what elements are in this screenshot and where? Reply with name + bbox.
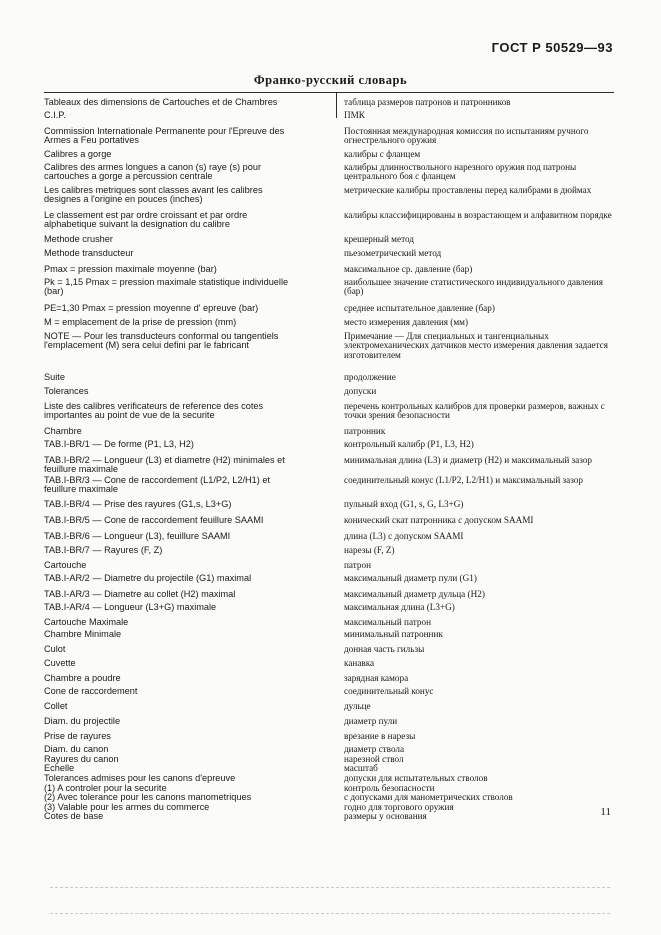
russian-term: донная часть гильзы bbox=[344, 644, 425, 654]
dictionary-row bbox=[44, 440, 624, 449]
french-term: Cuvette bbox=[44, 658, 76, 668]
russian-term: перечень контрольных калибров для проверки размеров, важных с точки зрения безопасности bbox=[344, 401, 605, 421]
russian-term: максимальный патрон bbox=[344, 617, 432, 627]
dictionary-row bbox=[44, 235, 624, 244]
russian-term: контроль безопасности bbox=[344, 783, 435, 793]
russian-term: Примечание — Для специальных и тангенциальных электромеханических датчиков место измерения давления задается изготовителем bbox=[344, 331, 608, 360]
page-number: 11 bbox=[600, 806, 611, 818]
scan-line bbox=[50, 913, 610, 914]
dictionary-row bbox=[44, 150, 624, 159]
french-term: Tolerances admises pour les canons d'epreuve bbox=[44, 773, 236, 783]
dictionary-row bbox=[44, 755, 624, 764]
russian-term: калибры классифицированы в возрастающем и алфавитном порядке bbox=[344, 210, 612, 220]
french-term: TAB.I-BR/5 — Cone de raccordement feuillure SAAMI bbox=[44, 515, 264, 525]
dictionary-row bbox=[44, 516, 624, 525]
russian-term: нарезной ствол bbox=[344, 754, 404, 764]
russian-term: канавка bbox=[344, 658, 375, 668]
russian-term: патронник bbox=[344, 426, 386, 436]
french-term: Chambre a poudre bbox=[44, 673, 121, 683]
french-term: Diam. du canon bbox=[44, 744, 109, 754]
dictionary-row bbox=[44, 304, 624, 313]
french-term: TAB.I-BR/4 — Prise des rayures (G1,s, L3+G) bbox=[44, 499, 232, 509]
dictionary-row bbox=[44, 717, 624, 726]
russian-term: ПМК bbox=[344, 110, 365, 120]
russian-term: метрические калибры проставлены перед калибрами в дюймах bbox=[344, 185, 592, 195]
dictionary-row bbox=[44, 387, 624, 396]
dictionary-row bbox=[44, 98, 624, 107]
dictionary-row bbox=[44, 603, 624, 612]
russian-term: диаметр пули bbox=[344, 716, 398, 726]
french-term: Chambre Minimale bbox=[44, 629, 122, 639]
russian-term: Постоянная международная комиссия по испытаниям ручного огнестрельного оружия bbox=[344, 126, 589, 146]
dictionary-row bbox=[44, 476, 624, 495]
dictionary-row bbox=[44, 427, 624, 436]
russian-term: пьезометрический метод bbox=[344, 248, 442, 258]
french-term: Suite bbox=[44, 372, 65, 382]
russian-term: минимальный патронник bbox=[344, 629, 443, 639]
russian-term: годно для торгового оружия bbox=[344, 802, 454, 812]
french-term: TAB.I-AR/3 — Diametre au collet (H2) maximal bbox=[44, 589, 236, 599]
french-term: Cotes de base bbox=[44, 811, 104, 821]
russian-term: врезание в нарезы bbox=[344, 731, 416, 741]
french-term: Culot bbox=[44, 644, 66, 654]
russian-term: продолжение bbox=[344, 372, 396, 382]
french-term: Cone de raccordement bbox=[44, 686, 138, 696]
russian-term: максимальная длина (L3+G) bbox=[344, 602, 455, 612]
russian-term: минимальная длина (L3) и диаметр (H2) и максимальный зазор bbox=[344, 455, 593, 465]
dictionary-row bbox=[44, 163, 624, 182]
french-term: (3) Valable pour les armes du commerce bbox=[44, 802, 210, 812]
russian-term: максимальное ср. давление (бар) bbox=[344, 264, 473, 274]
russian-term: таблица размеров патронов и патронников bbox=[344, 97, 511, 107]
french-term: TAB.I-BR/7 — Rayures (F, Z) bbox=[44, 545, 163, 555]
russian-term: допуски bbox=[344, 386, 377, 396]
russian-term: соединительный конус bbox=[344, 686, 434, 696]
dictionary-row bbox=[44, 546, 624, 555]
header-rule bbox=[44, 92, 614, 93]
dictionary-row bbox=[44, 687, 624, 696]
dictionary-row bbox=[44, 127, 624, 146]
dictionary-row bbox=[44, 732, 624, 741]
russian-term: допуски для испытательных стволов bbox=[344, 773, 488, 783]
dictionary-row bbox=[44, 456, 624, 475]
dictionary-row bbox=[44, 630, 624, 639]
french-term: Commission Internationale Permanente pour l'Epreuve des Armes a Feu portatives bbox=[44, 126, 285, 146]
french-term: Diam. du projectile bbox=[44, 716, 121, 726]
dictionary-row bbox=[44, 561, 624, 570]
dictionary-row bbox=[44, 373, 624, 382]
russian-term: контрольный калибр (P1, L3, H2) bbox=[344, 439, 474, 449]
dictionary-row bbox=[44, 590, 624, 599]
french-term: TAB.I-AR/4 — Longueur (L3+G) maximale bbox=[44, 602, 217, 612]
russian-term: место измерения давления (мм) bbox=[344, 317, 469, 327]
russian-term: крешерный метод bbox=[344, 234, 414, 244]
scan-line bbox=[50, 887, 610, 888]
dictionary-row bbox=[44, 249, 624, 258]
dictionary-row bbox=[44, 332, 624, 360]
french-term: Les calibres metriques sont classes avant les calibres designes a l'origine en pouces (inches) bbox=[44, 185, 263, 205]
standard-number: ГОСТ Р 50529—93 bbox=[491, 40, 613, 55]
french-term: NOTE — Pour les transducteurs conformal ou tangentiels l'emplacement (M) sera celui defini par le fabricant bbox=[44, 331, 279, 351]
dictionary-row bbox=[44, 265, 624, 274]
french-term: Tolerances bbox=[44, 386, 89, 396]
russian-term: длина (L3) с допуском SAAMI bbox=[344, 531, 464, 541]
french-term: TAB.I-BR/1 — De forme (P1, L3, H2) bbox=[44, 439, 194, 449]
russian-term: патрон bbox=[344, 560, 371, 570]
russian-term: дульце bbox=[344, 701, 371, 711]
french-term: Liste des calibres verificateurs de reference des cotes importantes au point de vue de la securite bbox=[44, 401, 264, 421]
french-term: (2) Avec tolerance pour les canons manometriques bbox=[44, 792, 252, 802]
russian-term: размеры у основания bbox=[344, 811, 427, 821]
french-term: TAB.I-BR/3 — Cone de raccordement (L1/P2, L2/H1) et feuillure maximale bbox=[44, 475, 271, 495]
french-term: Pmax = pression maximale moyenne (bar) bbox=[44, 264, 217, 274]
french-term: TAB.I-BR/6 — Longueur (L3), feuillure SAAMI bbox=[44, 531, 231, 541]
russian-term: пульный вход (G1, s, G, L3+G) bbox=[344, 499, 464, 509]
dictionary-row bbox=[44, 211, 624, 230]
russian-term: максимальный диаметр дульца (H2) bbox=[344, 589, 485, 599]
dictionary-row bbox=[44, 574, 624, 583]
french-term: Methode transducteur bbox=[44, 248, 134, 258]
russian-term: максимальный диаметр пули (G1) bbox=[344, 573, 477, 583]
dictionary-row bbox=[44, 532, 624, 541]
dictionary-row bbox=[44, 618, 624, 627]
dictionary-row bbox=[44, 186, 624, 205]
dictionary-row bbox=[44, 774, 624, 783]
french-term: Cartouche bbox=[44, 560, 87, 570]
russian-term: калибры длинноствольного нарезного оружия под патроны центрального боя с фланцем bbox=[344, 162, 577, 182]
french-term: Rayures du canon bbox=[44, 754, 119, 764]
dictionary-row bbox=[44, 812, 624, 821]
dictionary-row bbox=[44, 318, 624, 327]
russian-term: масштаб bbox=[344, 763, 378, 773]
french-term: Echelle bbox=[44, 763, 75, 773]
french-term: TAB.I-BR/2 — Longueur (L3) et diametre (H2) minimales et feuillure maximale bbox=[44, 455, 285, 475]
french-term: Pk = 1,15 Pmax = pression maximale statistique individuelle (bar) bbox=[44, 277, 289, 297]
french-term: Methode crusher bbox=[44, 234, 113, 244]
french-term: Tableaux des dimensions de Cartouches et de Chambres bbox=[44, 97, 278, 107]
french-term: Chambre bbox=[44, 426, 82, 436]
page-title: Франко-русский словарь bbox=[253, 73, 408, 87]
dictionary-row bbox=[44, 645, 624, 654]
french-term: (1) A controler pour la securite bbox=[44, 783, 167, 793]
dictionary-row bbox=[44, 764, 624, 773]
dictionary-row bbox=[44, 803, 624, 812]
dictionary-row bbox=[44, 402, 624, 421]
russian-term: калибры с фланцем bbox=[344, 149, 421, 159]
dictionary-row bbox=[44, 745, 624, 754]
french-term: Le classement est par ordre croissant et par ordre alphabetique suivant la designation du calibre bbox=[44, 210, 248, 230]
dictionary-row bbox=[44, 659, 624, 668]
russian-term: соединительный конус (L1/P2, L2/H1) и максимальный зазор bbox=[344, 475, 583, 485]
russian-term: диаметр ствола bbox=[344, 744, 405, 754]
french-term: PE=1,30 Pmax = pression moyenne d' epreuve (bar) bbox=[44, 303, 259, 313]
russian-term: с допусками для манометрических стволов bbox=[344, 792, 513, 802]
french-term: TAB.I-AR/2 — Diametre du projectile (G1) maximal bbox=[44, 573, 252, 583]
dictionary-row bbox=[44, 793, 624, 802]
russian-term: наибольшее значение статистического индивидуального давления (бар) bbox=[344, 277, 603, 297]
french-term: C.I.P. bbox=[44, 110, 66, 120]
french-term: M = emplacement de la prise de pression (mm) bbox=[44, 317, 237, 327]
russian-term: нарезы (F, Z) bbox=[344, 545, 395, 555]
french-term: Collet bbox=[44, 701, 68, 711]
russian-term: конический скат патронника с допуском SAAMI bbox=[344, 515, 534, 525]
dictionary-row bbox=[44, 278, 624, 297]
dictionary-row bbox=[44, 500, 624, 509]
dictionary-row bbox=[44, 674, 624, 683]
french-term: Cartouche Maximale bbox=[44, 617, 129, 627]
french-term: Calibres des armes longues a canon (s) raye (s) pour cartouches a gorge a percussion centrale bbox=[44, 162, 262, 182]
french-term: Calibres a gorge bbox=[44, 149, 112, 159]
dictionary-row bbox=[44, 702, 624, 711]
russian-term: среднее испытательное давление (бар) bbox=[344, 303, 495, 313]
russian-term: зарядная камора bbox=[344, 673, 409, 683]
dictionary-row bbox=[44, 111, 624, 120]
french-term: Prise de rayures bbox=[44, 731, 111, 741]
